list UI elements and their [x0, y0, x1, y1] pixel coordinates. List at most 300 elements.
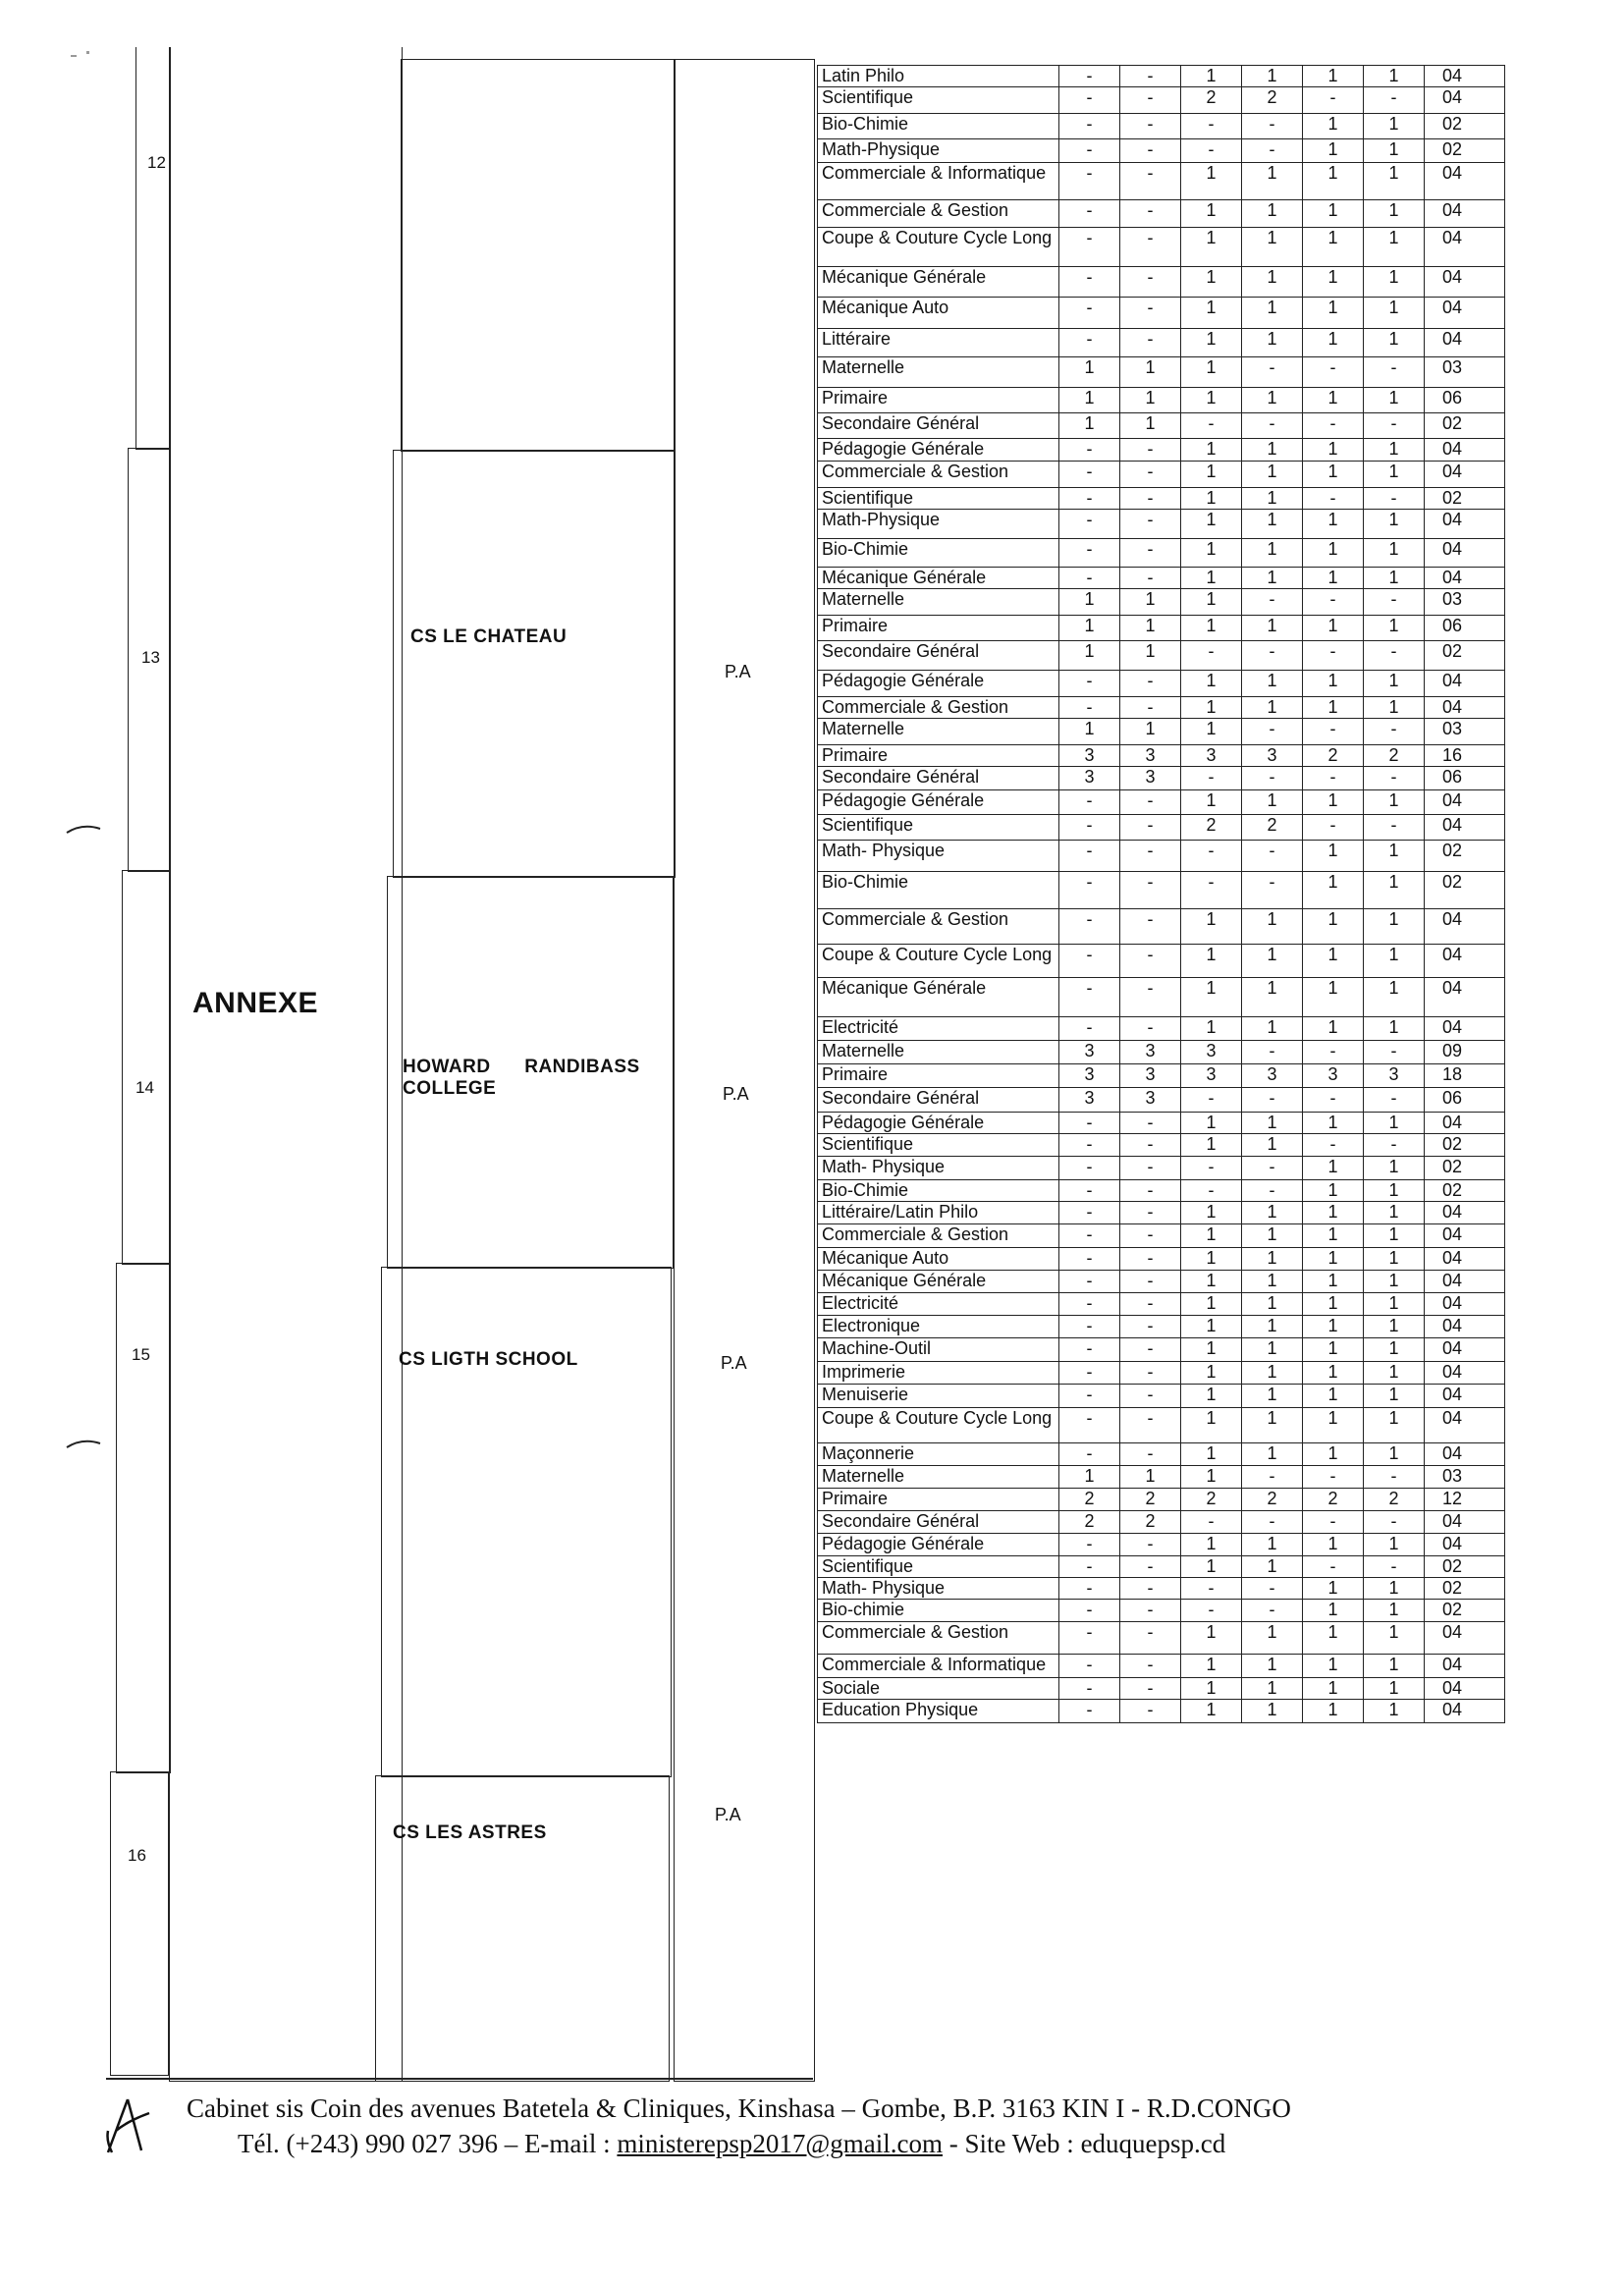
class-count-cell: 1: [1364, 1622, 1425, 1655]
option-label: Commerciale & Informatique: [818, 1655, 1059, 1678]
class-count-cell: -: [1059, 329, 1120, 357]
class-count-cell: -: [1059, 539, 1120, 568]
table-row: [818, 1578, 1505, 1600]
class-count-cell: 1: [1181, 200, 1242, 228]
total-cell: 02: [1425, 1578, 1505, 1600]
class-count-cell: 1: [1364, 616, 1425, 641]
class-count-cell: -: [1303, 589, 1364, 616]
class-count-cell: 1: [1181, 1466, 1242, 1489]
table-row: [818, 1362, 1505, 1385]
class-count-cell: -: [1364, 815, 1425, 841]
class-count-cell: -: [1059, 697, 1120, 719]
class-count-cell: -: [1181, 872, 1242, 909]
table-row: [818, 357, 1505, 388]
class-count-cell: -: [1059, 1224, 1120, 1248]
class-count-cell: 3: [1303, 1064, 1364, 1088]
row-number: 15: [132, 1345, 150, 1364]
class-count-cell: -: [1120, 1180, 1181, 1202]
class-count-cell: -: [1242, 767, 1303, 790]
class-count-cell: -: [1364, 1088, 1425, 1113]
class-count-cell: 3: [1364, 1064, 1425, 1088]
class-count-cell: 1: [1181, 66, 1242, 87]
option-label: Secondaire Général: [818, 1088, 1059, 1113]
class-count-cell: 1: [1364, 978, 1425, 1017]
footer-website: - Site Web : eduquepsp.cd: [943, 2129, 1226, 2158]
class-count-cell: -: [1059, 1443, 1120, 1466]
table-row: [818, 1534, 1505, 1556]
total-cell: 02: [1425, 1180, 1505, 1202]
class-count-cell: 1: [1303, 1017, 1364, 1041]
class-count-cell: 1: [1181, 1655, 1242, 1678]
total-cell: 04: [1425, 1113, 1505, 1134]
option-label: Math- Physique: [818, 1157, 1059, 1180]
class-count-cell: 1: [1364, 1293, 1425, 1316]
class-count-cell: -: [1364, 589, 1425, 616]
total-cell: 02: [1425, 841, 1505, 872]
class-count-cell: -: [1242, 1180, 1303, 1202]
class-count-cell: -: [1364, 1556, 1425, 1578]
class-count-cell: 1: [1242, 200, 1303, 228]
class-count-cell: -: [1181, 413, 1242, 439]
class-count-cell: -: [1364, 767, 1425, 790]
class-count-cell: -: [1120, 1578, 1181, 1600]
class-count-cell: -: [1059, 163, 1120, 200]
class-count-cell: 1: [1181, 1134, 1242, 1157]
class-count-cell: 1: [1364, 1271, 1425, 1293]
class-count-cell: 1: [1242, 1622, 1303, 1655]
class-count-cell: 1: [1364, 114, 1425, 139]
total-cell: 04: [1425, 439, 1505, 462]
class-count-cell: 1: [1303, 1293, 1364, 1316]
class-count-cell: -: [1120, 1157, 1181, 1180]
class-count-cell: 1: [1181, 267, 1242, 298]
class-count-cell: 1: [1242, 568, 1303, 589]
table-row: [818, 163, 1505, 200]
class-count-cell: 3: [1059, 745, 1120, 767]
class-count-cell: 2: [1120, 1489, 1181, 1511]
class-count-cell: 1: [1181, 697, 1242, 719]
scan-mark: [86, 51, 89, 54]
class-count-cell: -: [1364, 87, 1425, 114]
class-count-cell: -: [1120, 114, 1181, 139]
total-cell: 04: [1425, 1248, 1505, 1271]
table-row: [818, 697, 1505, 719]
total-cell: 04: [1425, 815, 1505, 841]
table-row: [818, 1224, 1505, 1248]
option-label: Bio-Chimie: [818, 539, 1059, 568]
class-count-cell: -: [1120, 1202, 1181, 1224]
class-count-cell: 1: [1059, 616, 1120, 641]
class-count-cell: -: [1120, 1338, 1181, 1362]
class-count-cell: 1: [1242, 228, 1303, 267]
class-count-cell: -: [1059, 510, 1120, 539]
class-count-cell: -: [1303, 413, 1364, 439]
class-count-cell: 1: [1120, 719, 1181, 745]
option-label: Bio-chimie: [818, 1600, 1059, 1622]
class-count-cell: 3: [1120, 745, 1181, 767]
option-label: Secondaire Général: [818, 413, 1059, 439]
class-count-cell: 1: [1303, 1408, 1364, 1443]
class-count-cell: -: [1364, 1466, 1425, 1489]
class-count-cell: 1: [1181, 1017, 1242, 1041]
class-count-cell: 1: [1303, 439, 1364, 462]
class-count-cell: -: [1059, 439, 1120, 462]
class-count-cell: 1: [1303, 1338, 1364, 1362]
table-row: [818, 1180, 1505, 1202]
number-column-segment: [116, 1263, 171, 1773]
class-count-cell: -: [1242, 589, 1303, 616]
class-count-cell: -: [1059, 66, 1120, 87]
class-count-cell: -: [1120, 1385, 1181, 1408]
category-column: [169, 47, 403, 2082]
class-count-cell: -: [1242, 872, 1303, 909]
total-cell: 02: [1425, 488, 1505, 510]
class-count-cell: 1: [1364, 510, 1425, 539]
option-label: Sociale: [818, 1678, 1059, 1700]
option-label: Scientifique: [818, 815, 1059, 841]
table-row: [818, 1202, 1505, 1224]
margin-tick-mark: [65, 821, 104, 835]
class-count-cell: 1: [1242, 1017, 1303, 1041]
class-count-cell: 1: [1303, 945, 1364, 978]
class-count-cell: 3: [1120, 767, 1181, 790]
class-count-cell: 1: [1364, 462, 1425, 488]
option-label: Maternelle: [818, 1466, 1059, 1489]
option-label: Primaire: [818, 1489, 1059, 1511]
class-count-cell: 1: [1303, 841, 1364, 872]
class-count-cell: -: [1059, 909, 1120, 945]
class-count-cell: -: [1120, 841, 1181, 872]
school-name-line2: COLLEGE: [403, 1078, 497, 1099]
option-label: Scientifique: [818, 1134, 1059, 1157]
class-count-cell: 1: [1303, 909, 1364, 945]
total-cell: 04: [1425, 539, 1505, 568]
option-label: Machine-Outil: [818, 1338, 1059, 1362]
class-count-cell: -: [1059, 1385, 1120, 1408]
class-count-cell: -: [1181, 767, 1242, 790]
option-label: Maçonnerie: [818, 1443, 1059, 1466]
table-row: [818, 114, 1505, 139]
option-label: Primaire: [818, 388, 1059, 413]
class-count-cell: -: [1364, 488, 1425, 510]
class-count-cell: -: [1059, 1578, 1120, 1600]
class-count-cell: -: [1242, 413, 1303, 439]
class-count-cell: -: [1059, 671, 1120, 697]
class-count-cell: 3: [1181, 1064, 1242, 1088]
table-row: [818, 815, 1505, 841]
class-count-cell: 1: [1364, 909, 1425, 945]
option-label: Commerciale & Gestion: [818, 200, 1059, 228]
class-count-cell: 3: [1120, 1041, 1181, 1064]
class-count-cell: -: [1120, 1248, 1181, 1271]
class-count-cell: 1: [1364, 1248, 1425, 1271]
row-number: 13: [141, 648, 160, 667]
class-count-cell: 1: [1120, 413, 1181, 439]
class-count-cell: 1: [1242, 1385, 1303, 1408]
total-cell: 06: [1425, 1088, 1505, 1113]
class-count-cell: 1: [1303, 510, 1364, 539]
class-count-cell: 1: [1303, 329, 1364, 357]
footer-address: Cabinet sis Coin des avenues Batetela & Cliniques, Kinshasa – Gombe, B.P. 3163 KIN I - R.D.CONGO: [187, 2093, 1291, 2123]
class-count-cell: 3: [1120, 1088, 1181, 1113]
table-row: [818, 1489, 1505, 1511]
class-count-cell: 2: [1242, 87, 1303, 114]
class-count-cell: 1: [1364, 139, 1425, 163]
class-count-cell: -: [1120, 568, 1181, 589]
class-count-cell: 1: [1303, 267, 1364, 298]
class-count-cell: -: [1059, 815, 1120, 841]
table-row: [818, 790, 1505, 815]
table-row: [818, 87, 1505, 114]
class-count-cell: 1: [1242, 1678, 1303, 1700]
class-count-cell: 1: [1303, 228, 1364, 267]
class-count-cell: 1: [1364, 1157, 1425, 1180]
total-cell: 04: [1425, 1316, 1505, 1338]
class-count-cell: 1: [1181, 1408, 1242, 1443]
class-count-cell: -: [1181, 1511, 1242, 1534]
class-count-cell: -: [1059, 872, 1120, 909]
class-count-cell: 1: [1303, 298, 1364, 329]
class-count-cell: 2: [1059, 1489, 1120, 1511]
table-row: [818, 488, 1505, 510]
total-cell: 04: [1425, 87, 1505, 114]
table-row: [818, 909, 1505, 945]
class-count-cell: -: [1303, 815, 1364, 841]
class-count-cell: -: [1242, 641, 1303, 671]
class-count-cell: 1: [1242, 1443, 1303, 1466]
class-count-cell: -: [1364, 357, 1425, 388]
class-count-cell: 1: [1364, 163, 1425, 200]
total-cell: 04: [1425, 945, 1505, 978]
table-row: [818, 1271, 1505, 1293]
table-row: [818, 200, 1505, 228]
class-count-cell: -: [1059, 841, 1120, 872]
class-count-cell: 1: [1242, 790, 1303, 815]
table-row: [818, 1316, 1505, 1338]
class-count-cell: 1: [1242, 388, 1303, 413]
table-row: [818, 745, 1505, 767]
class-count-cell: 1: [1181, 909, 1242, 945]
class-count-cell: 1: [1242, 298, 1303, 329]
class-count-cell: 1: [1364, 1678, 1425, 1700]
school-status: P.A: [721, 1353, 747, 1373]
class-count-cell: -: [1242, 1600, 1303, 1622]
class-count-cell: -: [1242, 1466, 1303, 1489]
total-cell: 03: [1425, 589, 1505, 616]
class-count-cell: 1: [1303, 1202, 1364, 1224]
class-count-cell: -: [1242, 114, 1303, 139]
class-count-cell: 1: [1364, 1362, 1425, 1385]
class-count-cell: -: [1059, 462, 1120, 488]
class-count-cell: 1: [1303, 462, 1364, 488]
school-status: P.A: [723, 1084, 749, 1104]
class-count-cell: -: [1181, 1157, 1242, 1180]
option-label: Education Physique: [818, 1700, 1059, 1723]
total-cell: 02: [1425, 1600, 1505, 1622]
total-cell: 04: [1425, 978, 1505, 1017]
class-count-cell: -: [1059, 267, 1120, 298]
class-count-cell: 1: [1242, 1556, 1303, 1578]
class-count-cell: -: [1120, 978, 1181, 1017]
class-count-cell: 1: [1181, 439, 1242, 462]
class-count-cell: -: [1059, 228, 1120, 267]
class-count-cell: 1: [1364, 671, 1425, 697]
class-count-cell: 1: [1364, 1224, 1425, 1248]
class-count-cell: 1: [1181, 1293, 1242, 1316]
class-count-cell: -: [1059, 790, 1120, 815]
footer-email-link[interactable]: ministerepsp2017@gmail.com: [617, 2129, 943, 2158]
class-count-cell: 1: [1303, 1600, 1364, 1622]
total-cell: 04: [1425, 200, 1505, 228]
class-count-cell: 1: [1242, 1338, 1303, 1362]
class-count-cell: -: [1120, 1700, 1181, 1723]
class-count-cell: 1: [1242, 329, 1303, 357]
class-count-cell: 1: [1303, 790, 1364, 815]
class-count-cell: 1: [1364, 1408, 1425, 1443]
option-label: Littéraire: [818, 329, 1059, 357]
table-row: [818, 228, 1505, 267]
school-name: CS LE CHATEAU: [410, 626, 568, 647]
class-count-cell: 1: [1120, 616, 1181, 641]
option-label: Secondaire Général: [818, 641, 1059, 671]
table-row: [818, 671, 1505, 697]
class-count-cell: -: [1120, 671, 1181, 697]
option-label: Scientifique: [818, 1556, 1059, 1578]
class-count-cell: -: [1120, 1534, 1181, 1556]
class-count-cell: -: [1059, 1316, 1120, 1338]
total-cell: 04: [1425, 1338, 1505, 1362]
class-count-cell: 1: [1181, 163, 1242, 200]
total-cell: 04: [1425, 1622, 1505, 1655]
class-count-cell: 1: [1120, 1466, 1181, 1489]
option-label: Mécanique Auto: [818, 298, 1059, 329]
class-count-cell: 3: [1059, 1088, 1120, 1113]
class-count-cell: 2: [1364, 1489, 1425, 1511]
class-count-cell: 2: [1059, 1511, 1120, 1534]
total-cell: 02: [1425, 641, 1505, 671]
table-row: [818, 510, 1505, 539]
class-count-cell: 1: [1242, 1362, 1303, 1385]
class-count-cell: -: [1120, 488, 1181, 510]
option-label: Electricité: [818, 1293, 1059, 1316]
class-count-cell: 1: [1242, 1316, 1303, 1338]
class-count-cell: -: [1059, 1678, 1120, 1700]
class-count-cell: 1: [1364, 1113, 1425, 1134]
class-count-cell: 1: [1303, 66, 1364, 87]
class-count-cell: -: [1059, 87, 1120, 114]
table-row: [818, 1064, 1505, 1088]
option-label: Maternelle: [818, 357, 1059, 388]
class-count-cell: 1: [1120, 589, 1181, 616]
class-count-cell: -: [1059, 1157, 1120, 1180]
option-label: Commerciale & Gestion: [818, 1622, 1059, 1655]
class-count-cell: -: [1303, 1041, 1364, 1064]
number-column-segment: [122, 870, 171, 1265]
class-count-cell: 1: [1242, 267, 1303, 298]
class-count-cell: -: [1364, 1134, 1425, 1157]
total-cell: 04: [1425, 1385, 1505, 1408]
option-label: Maternelle: [818, 719, 1059, 745]
class-count-cell: 1: [1181, 1700, 1242, 1723]
class-count-cell: -: [1181, 1180, 1242, 1202]
class-count-cell: 1: [1181, 1622, 1242, 1655]
total-cell: 04: [1425, 267, 1505, 298]
class-count-cell: -: [1303, 488, 1364, 510]
class-count-cell: -: [1303, 1134, 1364, 1157]
class-count-cell: 2: [1120, 1511, 1181, 1534]
table-row: [818, 1408, 1505, 1443]
class-count-cell: 1: [1303, 539, 1364, 568]
class-count-cell: 1: [1303, 697, 1364, 719]
total-cell: 02: [1425, 1157, 1505, 1180]
options-table: [817, 65, 1505, 1723]
total-cell: 02: [1425, 1556, 1505, 1578]
class-count-cell: -: [1120, 1224, 1181, 1248]
class-count-cell: 2: [1303, 1489, 1364, 1511]
class-count-cell: 1: [1181, 589, 1242, 616]
class-count-cell: 1: [1181, 228, 1242, 267]
class-count-cell: 1: [1303, 1157, 1364, 1180]
table-row: [818, 1293, 1505, 1316]
class-count-cell: -: [1242, 357, 1303, 388]
table-row: [818, 439, 1505, 462]
class-count-cell: 1: [1364, 298, 1425, 329]
table-row: [818, 568, 1505, 589]
class-count-cell: 1: [1181, 1271, 1242, 1293]
total-cell: 04: [1425, 790, 1505, 815]
class-count-cell: 1: [1303, 872, 1364, 909]
class-count-cell: 1: [1181, 488, 1242, 510]
school-status: P.A: [725, 662, 751, 681]
class-count-cell: -: [1059, 568, 1120, 589]
class-count-cell: -: [1120, 298, 1181, 329]
table-row: [818, 1678, 1505, 1700]
option-label: Math-Physique: [818, 139, 1059, 163]
table-row: [818, 1466, 1505, 1489]
class-count-cell: 1: [1242, 1700, 1303, 1723]
class-count-cell: -: [1120, 66, 1181, 87]
class-count-cell: 1: [1059, 413, 1120, 439]
class-count-cell: 1: [1303, 163, 1364, 200]
class-count-cell: -: [1059, 298, 1120, 329]
class-count-cell: 2: [1364, 745, 1425, 767]
class-count-cell: 1: [1364, 790, 1425, 815]
class-count-cell: -: [1242, 1578, 1303, 1600]
class-count-cell: 1: [1181, 1113, 1242, 1134]
class-count-cell: -: [1181, 114, 1242, 139]
footer-contact: [238, 2129, 1225, 2159]
option-label: Bio-Chimie: [818, 1180, 1059, 1202]
option-label: Commerciale & Informatique: [818, 163, 1059, 200]
table-row: [818, 1041, 1505, 1064]
option-label: Secondaire Général: [818, 1511, 1059, 1534]
option-label: Imprimerie: [818, 1362, 1059, 1385]
class-count-cell: 1: [1364, 1338, 1425, 1362]
class-count-cell: 1: [1242, 945, 1303, 978]
table-row: [818, 413, 1505, 439]
class-count-cell: 1: [1181, 1534, 1242, 1556]
class-count-cell: 1: [1242, 1113, 1303, 1134]
option-label: Commerciale & Gestion: [818, 697, 1059, 719]
option-label: Bio-Chimie: [818, 114, 1059, 139]
class-count-cell: -: [1364, 719, 1425, 745]
option-label: Scientifique: [818, 488, 1059, 510]
class-count-cell: 1: [1181, 1443, 1242, 1466]
class-count-cell: 1: [1242, 697, 1303, 719]
class-count-cell: -: [1120, 1622, 1181, 1655]
option-label: Menuiserie: [818, 1385, 1059, 1408]
class-count-cell: -: [1181, 1578, 1242, 1600]
